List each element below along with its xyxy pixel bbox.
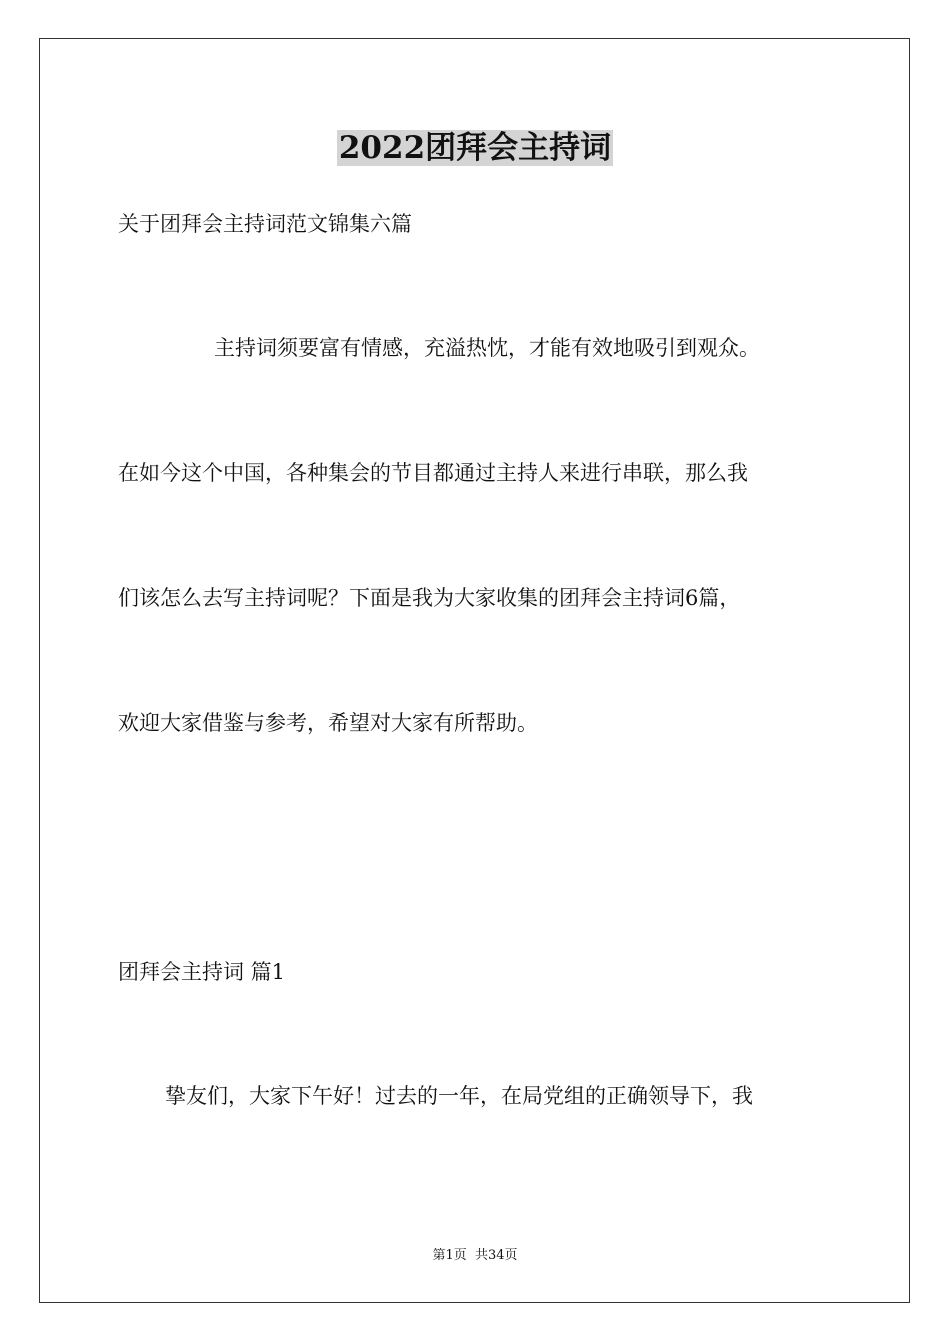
section-heading: 团拜会主持词 篇1: [118, 960, 286, 984]
paragraph-line-4: 欢迎大家借鉴与参考，希望对大家有所帮助。: [118, 711, 538, 735]
paragraph-line-2: 在如今这个中国，各种集会的节目都通过主持人来进行串联，那么我: [118, 461, 748, 485]
paragraph-line-3: 们该怎么去写主持词呢？下面是我为大家收集的团拜会主持词6篇，: [118, 586, 741, 610]
document-title: [0, 126, 950, 170]
paragraph-line-1: 主持词须要富有情感，充溢热忱，才能有效地吸引到观众。: [214, 336, 760, 360]
document-subtitle: 关于团拜会主持词范文锦集六篇: [118, 212, 412, 236]
page-number-footer: 第1页 共34页: [432, 1248, 518, 1263]
document-title-text: 2022团拜会主持词: [338, 130, 612, 166]
section-paragraph-line: 挚友们，大家下午好！过去的一年，在局党组的正确领导下，我: [165, 1084, 753, 1108]
